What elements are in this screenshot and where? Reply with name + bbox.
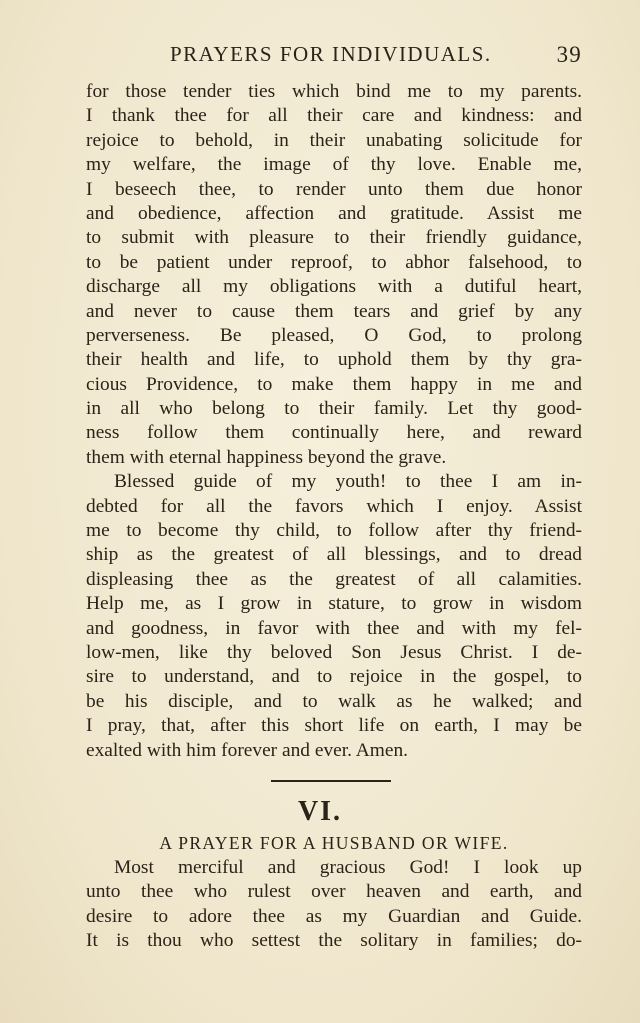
running-title: PRAYERS FOR INDIVIDUALS.: [170, 42, 492, 66]
paragraph-1: [86, 80, 582, 470]
text-line: I thank thee for all their care and kindness: and: [86, 105, 582, 127]
text-line: unto thee who rulest over heaven and earth, and: [86, 881, 582, 903]
text-line: be his disciple, and to walk as he walked; and: [86, 690, 582, 712]
text-line: Help me, as I grow in stature, to grow in wisdom: [86, 593, 582, 615]
text-line: It is thou who settest the solitary in families; do-: [86, 930, 582, 952]
text-line: low-men, like thy beloved Son Jesus Christ. I de-: [86, 641, 582, 663]
text-line: debted for all the favors which I enjoy. Assist: [86, 495, 582, 517]
text-line: Most merciful and gracious God! I look up: [114, 857, 582, 878]
text-line: and never to cause them tears and grief by any: [86, 300, 582, 322]
text-line: in all who belong to their family. Let thy good-: [86, 398, 582, 420]
text-line: cious Providence, to make them happy in me and: [86, 373, 582, 395]
text-line: their health and life, to uphold them by thy gra-: [86, 349, 582, 371]
text-line: to submit with pleasure to their friendly guidance,: [86, 227, 582, 249]
section-title: A PRAYER FOR A HUSBAND OR WIFE.: [159, 833, 509, 853]
text-line: Blessed guide of my youth! to thee I am in-: [114, 471, 582, 493]
text-line: and goodness, in favor with thee and with my fel-: [86, 617, 582, 639]
text-line: my welfare, the image of thy love. Enable me,: [86, 154, 582, 176]
text-line: sire to understand, and to rejoice in the gospel, to: [86, 666, 582, 688]
section-number: VI.: [297, 796, 343, 827]
text-line: discharge all my obligations with a dutiful heart,: [86, 276, 582, 298]
text-line: ship as the greatest of all blessings, and to dread: [86, 544, 582, 566]
paragraph-3: [86, 856, 582, 954]
text-line: I beseech thee, to render unto them due honor: [86, 178, 582, 200]
text-line: displeasing thee as the greatest of all calamities.: [86, 568, 582, 590]
text-line: desire to adore thee as my Guardian and Guide.: [86, 905, 582, 927]
text-line: and obedience, affection and gratitude. Assist me: [86, 202, 582, 224]
text-line: rejoice to behold, in their unabating solicitude for: [86, 129, 582, 151]
text-line: them with eternal happiness beyond the grave.: [86, 446, 447, 468]
text-line: for those tender ties which bind me to my parents.: [86, 81, 582, 102]
text-line: ness follow them continually here, and reward: [86, 422, 582, 444]
text-line: I pray, that, after this short life on earth, I may be: [86, 715, 582, 737]
text-line: to be patient under reproof, to abhor falsehood, to: [86, 251, 582, 273]
prayer-text-block: [86, 80, 582, 763]
text-line: perverseness. Be pleased, O God, to prolong: [86, 324, 582, 346]
text-line: me to become thy child, to follow after thy friend-: [86, 520, 582, 542]
section-divider: [271, 780, 391, 782]
text-line: exalted with him forever and ever. Amen.: [86, 739, 408, 761]
page-number: 39: [556, 42, 582, 67]
running-head: [86, 42, 582, 72]
paragraph-2: [86, 470, 582, 763]
